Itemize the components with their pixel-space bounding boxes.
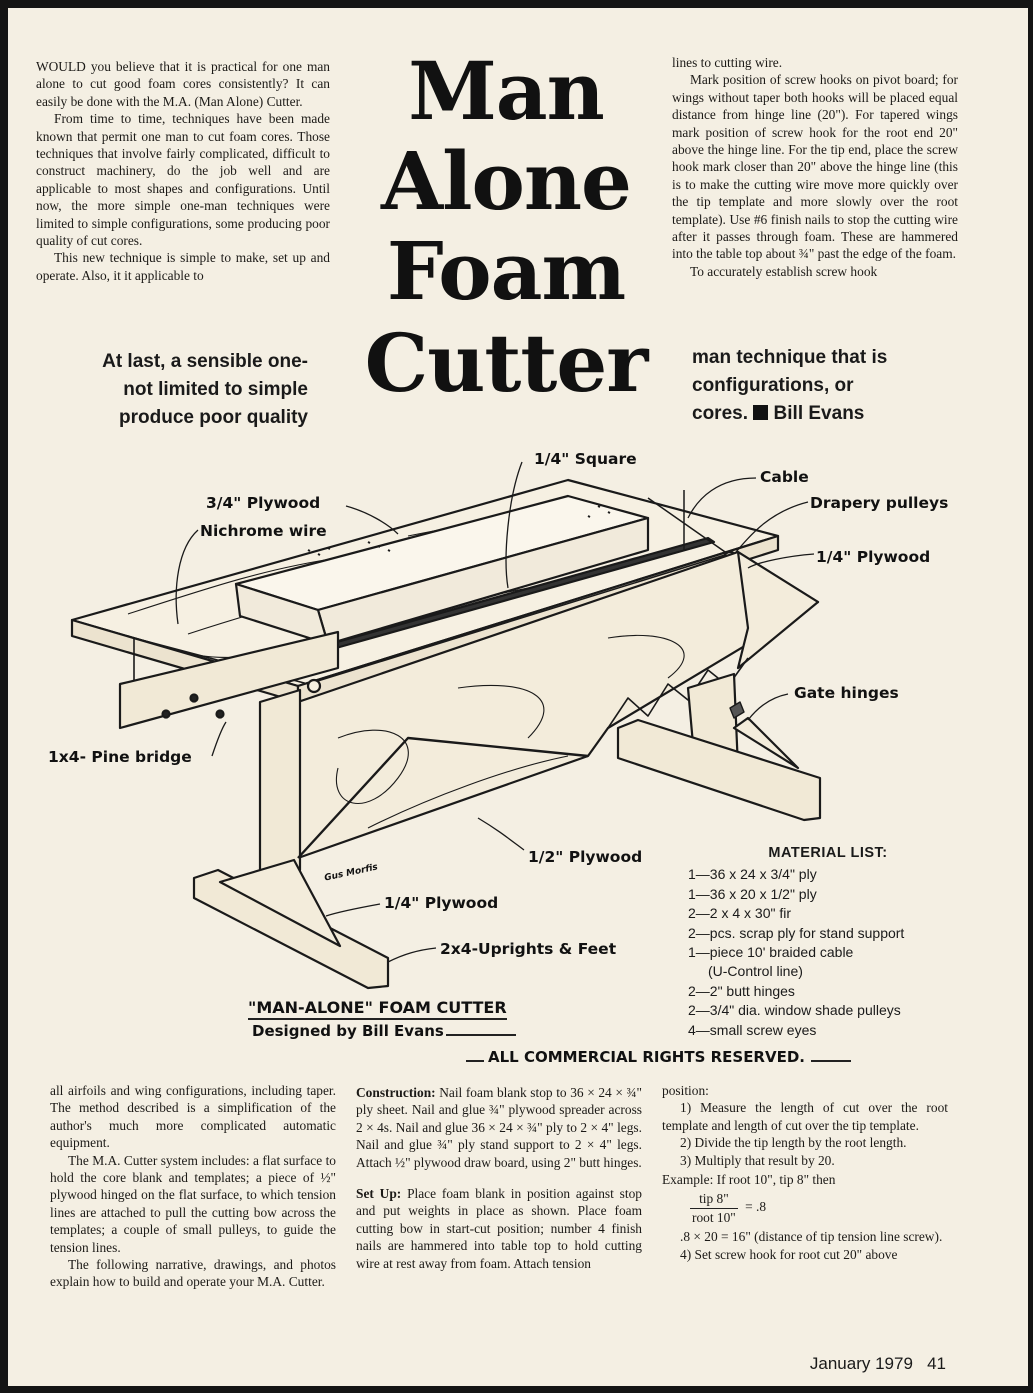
setup-heading: Set Up:: [356, 1186, 402, 1202]
intro-column-3: [672, 54, 958, 280]
fraction-numerator: tip 8": [690, 1190, 738, 1208]
leader-line: [212, 722, 226, 756]
deck-line: produce poor quality: [119, 407, 308, 428]
intro-paragraph: WOULD you believe that it is practical for one man alone to cut good foam cores consistently? It can easily be done with the M.A. (Man Alone) Cutter.: [36, 59, 330, 109]
title-line-man: Man: [408, 44, 604, 138]
label-pine-bridge: 1x4- Pine bridge: [48, 748, 192, 766]
rights-reserved: [466, 1048, 851, 1066]
intro-paragraph: To accurately establish screw hook: [690, 263, 878, 279]
page-number: 41: [927, 1354, 946, 1373]
deck-line: man technique that is: [692, 347, 888, 368]
drawing-caption-title: "MAN-ALONE" FOAM CUTTER: [248, 998, 507, 1020]
fraction: [690, 1190, 738, 1226]
body-line: 1) Measure the length of cut over the root template and length of cut over the tip template.: [662, 1100, 948, 1133]
title-line-foam: Foam: [386, 224, 626, 318]
deck-line: not limited to simple: [123, 379, 308, 400]
designer-text: Designed by Bill Evans: [252, 1022, 444, 1040]
body-column-3: [662, 1082, 948, 1263]
construction-text: Nail foam blank stop to 36 × 24 × ¾" ply sheet. Nail and glue ¾" plywood spreader across 2 × 4s. Nail and glue 36 × 24 × ¾" ply to 2 × 4" legs. Nail and glue ¾" ply stand support to 2 × 4" legs. Attach ½" plywood draw board, using 2" butt hinges.: [356, 1085, 642, 1170]
fraction-result: = .8: [745, 1199, 767, 1215]
material-list-title: MATERIAL LIST:: [768, 845, 888, 861]
deck-line: [692, 400, 992, 428]
rights-text: ALL COMMERCIAL RIGHTS RESERVED.: [488, 1048, 805, 1066]
label-drapery-pulleys: Drapery pulleys: [810, 494, 949, 512]
end-square-icon: [753, 405, 768, 420]
label-plywood-34: 3/4" Plywood: [206, 494, 321, 512]
body-paragraph: The M.A. Cutter system includes: a flat surface to hold the core blank and templates; a piece of ½" plywood hinged on the flat surface, to which tension lines are attached to pull the cutting bow across the templates; a couple of small pulleys, to guide the tension lines.: [50, 1152, 336, 1255]
rule-right: [811, 1060, 851, 1062]
title-line-cutter: Cutter: [364, 316, 648, 410]
deck-right: [692, 344, 992, 428]
deck-line: configurations, or: [692, 375, 854, 396]
material-item: 1—36 x 24 x 3/4" ply: [688, 866, 817, 883]
deck-line: At last, a sensible one-: [102, 351, 308, 372]
setup-text: Place foam blank in position against stop and put weights in place as shown. Place foam cutting bow in start-cut position; number 4 finish nails are hammered into table top to hold cutting wire at rest away from foam. Attach tension: [356, 1186, 642, 1271]
construction-paragraph: [356, 1084, 642, 1171]
label-square: 1/4" Square: [534, 450, 637, 468]
intro-column-1: [36, 58, 330, 284]
material-item: 2—2" butt hinges: [688, 982, 795, 999]
deck-line-text: cores.: [692, 403, 748, 424]
material-item: 1—piece 10' braided cable: [688, 944, 854, 961]
construction-heading: Construction:: [356, 1085, 436, 1100]
label-nichrome-wire: Nichrome wire: [200, 522, 327, 540]
body-paragraph: The following narrative, drawings, and photos explain how to build and operate your M.A. Cutter.: [50, 1257, 336, 1290]
label-uprights-feet: 2x4-Uprights & Feet: [440, 940, 617, 958]
caption-rule: [446, 1034, 516, 1036]
right-bracket: [738, 552, 818, 668]
setup-paragraph: [356, 1185, 642, 1272]
fraction-denominator: root 10": [692, 1209, 736, 1225]
material-list: [688, 844, 968, 1040]
intro-paragraph: Mark position of screw hooks on pivot board; for wings without taper both hooks will be placed equal distance from hinge line (20"). For tapered wings mark position of screw hook for the root end 20" above the hinge line. For the tip end, place the screw hook mark closer than 20" above the hinge line (this is to make the cutting wire move more quickly over the tip template and more slowly over the root template). Use #6 finish nails to stop the cutting wire after it passes through foam. These are hammered into the table top about ¾" past the edge of the foam.: [672, 72, 958, 262]
intro-paragraph: lines to cutting wire.: [672, 55, 783, 70]
body-paragraph: all airfoils and wing configurations, including taper. The method described is a simplification of the author's much more complicated automatic equipment.: [50, 1083, 336, 1151]
material-item: 1—36 x 20 x 1/2" ply: [688, 885, 817, 902]
label-plywood-14-top: 1/4" Plywood: [816, 548, 931, 566]
deck-left: [38, 348, 308, 432]
leader-line: [478, 818, 524, 850]
material-item: 2—3/4" dia. window shade pulleys: [688, 1002, 901, 1019]
magazine-page: [8, 8, 1028, 1386]
material-item: 2—2 x 4 x 30" fir: [688, 905, 792, 922]
intro-paragraph: From time to time, techniques have been made known that permit one man to cut foam cores. Those techniques that involve fairly complicated, difficult to construct machinery, do the job well and are applicable to most shapes and configurations. Until now, the more simple one-man techniques were limited to simple configurations, some producing poor quality of cut cores.: [36, 111, 330, 249]
label-plywood-12: 1/2" Plywood: [528, 848, 643, 866]
body-line: 3) Multiply that result by 20.: [680, 1152, 835, 1168]
pulley: [308, 680, 320, 692]
body-column-1: [50, 1082, 336, 1291]
page-footer: [810, 1354, 946, 1374]
bolt: [163, 711, 170, 718]
calc-line: .8 × 20 = 16" (distance of tip tension line screw).: [680, 1229, 943, 1245]
bolt: [217, 711, 224, 718]
issue-date: January 1979: [809, 1354, 913, 1373]
byline: Bill Evans: [773, 403, 865, 424]
material-item: (U-Control line): [708, 963, 803, 980]
label-cable: Cable: [760, 468, 809, 486]
material-item: 2—pcs. scrap ply for stand support: [688, 924, 905, 941]
leader-line: [748, 694, 788, 720]
intro-paragraph: This new technique is simple to make, set up and operate. Also, it it applicable to: [36, 250, 330, 283]
label-plywood-14-bottom: 1/4" Plywood: [384, 894, 499, 912]
example-fraction: [662, 1190, 948, 1226]
leader-line: [326, 904, 380, 916]
body-line: 2) Divide the tip length by the root length.: [680, 1135, 907, 1151]
leader-line: [388, 948, 436, 962]
label-gate-hinges: Gate hinges: [794, 684, 899, 702]
material-item: 4—small screw eyes: [688, 1021, 817, 1038]
example-line: Example: If root 10", tip 8" then: [662, 1172, 836, 1188]
title-line-alone: Alone: [381, 134, 631, 228]
leader-line: [688, 478, 756, 518]
rule-left: [466, 1060, 484, 1062]
body-column-2: [356, 1084, 642, 1272]
bolt: [191, 695, 198, 702]
artist-signature: Gus Morfis: [323, 862, 379, 884]
left-leg: [260, 690, 300, 878]
body-line: position:: [662, 1083, 709, 1098]
drawing-caption-designer: [252, 1022, 516, 1040]
body-line: 4) Set screw hook for root cut 20" above: [680, 1246, 898, 1262]
